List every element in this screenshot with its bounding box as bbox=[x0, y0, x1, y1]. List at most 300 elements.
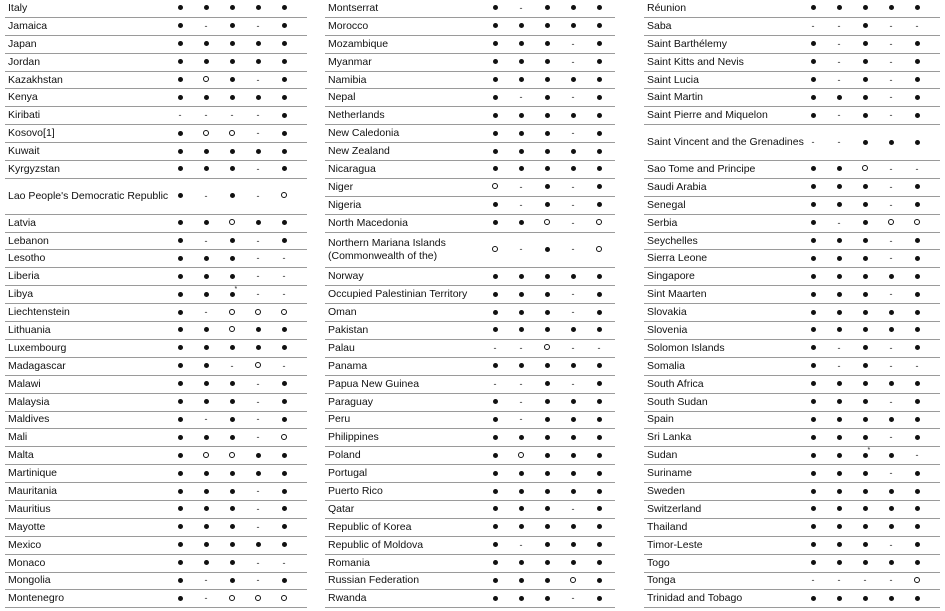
filled-dot-icon bbox=[482, 397, 508, 407]
table-row bbox=[325, 18, 615, 36]
dash-icon: - bbox=[204, 110, 208, 121]
filled-dot-icon bbox=[826, 540, 852, 550]
filled-dot-icon bbox=[219, 39, 245, 49]
filled-dot-icon bbox=[167, 361, 193, 371]
table-row bbox=[644, 125, 940, 161]
country-name: Thailand bbox=[647, 520, 688, 533]
filled-dot-icon bbox=[800, 594, 826, 604]
open-circle-icon bbox=[219, 218, 245, 228]
dash-icon: - bbox=[889, 360, 893, 371]
filled-dot-icon bbox=[219, 57, 245, 67]
dash-icon: - bbox=[837, 575, 841, 586]
table-row bbox=[325, 72, 615, 90]
filled-dot-icon bbox=[271, 522, 297, 532]
filled-dot-icon bbox=[586, 164, 612, 174]
table-row bbox=[5, 233, 307, 251]
filled-dot-icon bbox=[534, 245, 560, 255]
filled-dot-icon bbox=[508, 504, 534, 514]
filled-dot-icon bbox=[878, 594, 904, 604]
table-row bbox=[644, 36, 940, 54]
dash-icon: - bbox=[837, 38, 841, 49]
open-circle-icon bbox=[219, 325, 245, 335]
dash-icon: - bbox=[889, 253, 893, 264]
country-name: Namibia bbox=[328, 73, 367, 86]
filled-dot-icon bbox=[534, 3, 560, 13]
filled-dot-icon bbox=[534, 325, 560, 335]
filled-dot-icon bbox=[560, 361, 586, 371]
table-row bbox=[644, 161, 940, 179]
open-circle-icon bbox=[878, 218, 904, 228]
table-row bbox=[5, 215, 307, 233]
filled-dot-icon bbox=[586, 504, 612, 514]
filled-dot-icon bbox=[586, 75, 612, 85]
filled-dot-icon bbox=[904, 57, 930, 67]
dash-icon: - bbox=[204, 307, 208, 318]
filled-dot-icon bbox=[800, 93, 826, 103]
country-name: Malta bbox=[8, 449, 34, 462]
table-row bbox=[644, 250, 940, 268]
country-name: Saint Vincent and the Grenadines bbox=[647, 136, 804, 149]
country-name: Trinidad and Tobago bbox=[647, 592, 743, 605]
filled-dot-icon bbox=[167, 164, 193, 174]
table-row bbox=[5, 394, 307, 412]
filled-dot-icon bbox=[904, 469, 930, 479]
filled-dot-icon bbox=[271, 164, 297, 174]
filled-dot-icon bbox=[219, 522, 245, 532]
filled-dot-icon bbox=[904, 325, 930, 335]
filled-dot-icon bbox=[800, 433, 826, 443]
table-row bbox=[325, 54, 615, 72]
filled-dot-icon bbox=[193, 504, 219, 514]
table-row bbox=[5, 125, 307, 143]
filled-dot-icon bbox=[904, 522, 930, 532]
filled-dot-icon bbox=[482, 433, 508, 443]
table-row bbox=[644, 501, 940, 519]
table-row bbox=[644, 179, 940, 197]
filled-dot-icon bbox=[482, 75, 508, 85]
country-name: Republic of Korea bbox=[328, 520, 412, 533]
filled-dot-icon bbox=[219, 75, 245, 85]
filled-dot-icon bbox=[534, 21, 560, 31]
filled-dot-icon bbox=[826, 236, 852, 246]
filled-dot-icon bbox=[534, 75, 560, 85]
country-name: Sweden bbox=[647, 485, 685, 497]
filled-dot-icon bbox=[800, 200, 826, 210]
table-row bbox=[5, 36, 307, 54]
table-row bbox=[644, 268, 940, 286]
filled-dot-icon bbox=[904, 433, 930, 443]
filled-dot-icon bbox=[219, 487, 245, 497]
country-name: Malawi bbox=[8, 377, 41, 390]
country-name: Poland bbox=[328, 449, 361, 462]
filled-dot-icon bbox=[560, 558, 586, 568]
filled-dot-icon bbox=[852, 446, 878, 461]
filled-dot-icon bbox=[219, 254, 245, 264]
table-row bbox=[644, 89, 940, 107]
filled-dot-icon bbox=[800, 397, 826, 407]
filled-dot-icon bbox=[219, 415, 245, 425]
filled-dot-icon bbox=[167, 576, 193, 586]
country-name: Maldives bbox=[8, 413, 50, 426]
table-row bbox=[5, 268, 307, 286]
dash-icon: - bbox=[256, 486, 260, 496]
filled-dot-icon bbox=[508, 272, 534, 282]
filled-dot-icon bbox=[800, 469, 826, 479]
filled-dot-icon bbox=[878, 487, 904, 497]
country-name: Sint Maarten bbox=[647, 288, 707, 301]
filled-dot-icon bbox=[826, 272, 852, 282]
filled-dot-icon bbox=[826, 164, 852, 174]
dash-icon: - bbox=[889, 235, 893, 246]
filled-dot-icon bbox=[904, 3, 930, 13]
filled-dot-icon bbox=[586, 558, 612, 568]
filled-dot-icon bbox=[560, 164, 586, 174]
country-name: Qatar bbox=[328, 502, 355, 515]
filled-dot-icon bbox=[167, 93, 193, 103]
dash-icon: - bbox=[571, 307, 575, 318]
table-row bbox=[325, 322, 615, 340]
country-name: Jordan bbox=[8, 55, 41, 68]
dash-icon: - bbox=[571, 128, 575, 139]
filled-dot-icon bbox=[800, 379, 826, 389]
filled-dot-icon bbox=[167, 504, 193, 514]
filled-dot-icon bbox=[482, 451, 508, 461]
filled-dot-icon bbox=[167, 451, 193, 461]
filled-dot-icon bbox=[826, 93, 852, 103]
filled-dot-icon bbox=[482, 164, 508, 174]
filled-dot-icon bbox=[534, 272, 560, 282]
dash-icon: - bbox=[519, 539, 523, 550]
filled-dot-icon bbox=[586, 397, 612, 407]
filled-dot-icon bbox=[800, 487, 826, 497]
filled-dot-icon bbox=[167, 522, 193, 532]
filled-dot-icon bbox=[508, 39, 534, 49]
table-row bbox=[5, 358, 307, 376]
filled-dot-icon bbox=[271, 75, 297, 85]
filled-dot-icon bbox=[534, 39, 560, 49]
country-name: Norway bbox=[328, 270, 364, 283]
table-row bbox=[644, 286, 940, 304]
dash-icon: - bbox=[889, 20, 893, 31]
dash-icon: - bbox=[811, 137, 815, 148]
table-row bbox=[325, 286, 615, 304]
country-name: Lao People's Democratic Republic bbox=[8, 189, 169, 202]
filled-dot-icon bbox=[193, 218, 219, 228]
table-row bbox=[644, 107, 940, 125]
table-row bbox=[5, 179, 307, 215]
filled-dot-icon bbox=[271, 343, 297, 353]
filled-dot-icon bbox=[271, 325, 297, 335]
filled-dot-icon bbox=[219, 540, 245, 550]
filled-dot-icon bbox=[586, 39, 612, 49]
filled-dot-icon bbox=[904, 111, 930, 121]
dash-icon: - bbox=[519, 2, 523, 13]
filled-dot-icon bbox=[852, 200, 878, 210]
filled-dot-icon bbox=[800, 540, 826, 550]
table-row bbox=[5, 555, 307, 573]
filled-dot-icon bbox=[271, 504, 297, 514]
filled-dot-icon bbox=[904, 594, 930, 604]
filled-dot-icon bbox=[534, 200, 560, 210]
filled-dot-icon bbox=[800, 254, 826, 264]
filled-dot-icon bbox=[167, 343, 193, 353]
country-name: Togo bbox=[647, 556, 670, 569]
filled-dot-icon bbox=[560, 325, 586, 335]
dash-icon: - bbox=[889, 181, 893, 192]
country-name: Kuwait bbox=[8, 145, 40, 158]
country-name: Panama bbox=[328, 359, 368, 372]
open-circle-icon bbox=[271, 308, 297, 318]
filled-dot-icon bbox=[167, 191, 193, 201]
filled-dot-icon bbox=[878, 558, 904, 568]
table-row bbox=[325, 412, 615, 430]
filled-dot-icon bbox=[560, 522, 586, 532]
filled-dot-icon bbox=[167, 325, 193, 335]
filled-dot-icon bbox=[904, 415, 930, 425]
dash-icon: - bbox=[571, 244, 575, 255]
country-name: Luxembourg bbox=[8, 341, 67, 354]
filled-dot-icon bbox=[271, 3, 297, 13]
filled-dot-icon bbox=[852, 21, 878, 31]
filled-dot-icon bbox=[508, 576, 534, 586]
dash-icon: - bbox=[889, 468, 893, 479]
filled-dot-icon bbox=[534, 164, 560, 174]
dash-icon: - bbox=[837, 56, 841, 67]
country-name: Russian Federation bbox=[328, 574, 420, 587]
filled-dot-icon bbox=[586, 469, 612, 479]
filled-dot-icon bbox=[560, 75, 586, 85]
filled-dot-icon bbox=[826, 200, 852, 210]
filled-dot-icon bbox=[482, 39, 508, 49]
dash-icon: - bbox=[256, 20, 260, 31]
filled-dot-icon bbox=[271, 487, 297, 497]
filled-dot-icon bbox=[534, 469, 560, 479]
dash-icon: - bbox=[837, 74, 841, 85]
table-row bbox=[644, 54, 940, 72]
table-row bbox=[325, 519, 615, 537]
dash-icon: - bbox=[519, 244, 523, 255]
filled-dot-icon bbox=[271, 57, 297, 67]
country-name: North Macedonia bbox=[328, 216, 408, 229]
table-row bbox=[644, 429, 940, 447]
table-row bbox=[325, 179, 615, 197]
filled-dot-icon bbox=[852, 522, 878, 532]
table-row bbox=[5, 72, 307, 90]
filled-dot-icon bbox=[586, 487, 612, 497]
open-circle-icon bbox=[586, 218, 612, 228]
filled-dot-icon bbox=[586, 576, 612, 586]
table-row bbox=[644, 358, 940, 376]
filled-dot-icon bbox=[482, 594, 508, 604]
filled-dot-icon bbox=[508, 308, 534, 318]
country-name: Saba bbox=[647, 19, 672, 32]
filled-dot-icon bbox=[482, 21, 508, 31]
filled-dot-icon bbox=[271, 21, 297, 31]
dash-icon: - bbox=[811, 20, 815, 31]
table-row bbox=[5, 590, 307, 608]
filled-dot-icon bbox=[482, 218, 508, 228]
country-name: Somalia bbox=[647, 359, 685, 372]
filled-dot-icon bbox=[245, 451, 271, 461]
filled-dot-icon bbox=[852, 218, 878, 228]
filled-dot-icon bbox=[271, 451, 297, 461]
filled-dot-icon bbox=[219, 576, 245, 586]
country-name: Sri Lanka bbox=[647, 431, 692, 444]
country-name: Kyrgyzstan bbox=[8, 162, 60, 175]
filled-dot-icon bbox=[245, 93, 271, 103]
filled-dot-icon bbox=[219, 343, 245, 353]
filled-dot-icon bbox=[167, 433, 193, 443]
filled-dot-icon bbox=[560, 469, 586, 479]
table-row bbox=[325, 376, 615, 394]
country-name: Martinique bbox=[8, 467, 58, 480]
filled-dot-icon bbox=[878, 379, 904, 389]
filled-dot-icon bbox=[482, 415, 508, 425]
filled-dot-icon bbox=[560, 487, 586, 497]
filled-dot-icon bbox=[852, 75, 878, 85]
filled-dot-icon bbox=[482, 558, 508, 568]
filled-dot-icon bbox=[800, 361, 826, 371]
country-name: Kazakhstan bbox=[8, 73, 63, 86]
filled-dot-icon bbox=[800, 182, 826, 192]
filled-dot-icon bbox=[271, 540, 297, 550]
filled-dot-icon bbox=[271, 469, 297, 479]
country-name: Lebanon bbox=[8, 234, 49, 247]
filled-dot-icon bbox=[852, 343, 878, 353]
filled-dot-icon bbox=[560, 397, 586, 407]
filled-dot-icon bbox=[586, 451, 612, 461]
filled-dot-icon bbox=[852, 57, 878, 67]
filled-dot-icon bbox=[826, 308, 852, 318]
table-row bbox=[325, 197, 615, 215]
dash-icon: - bbox=[889, 289, 893, 300]
country-name: Oman bbox=[328, 306, 357, 319]
filled-dot-icon bbox=[800, 522, 826, 532]
table-row bbox=[325, 89, 615, 107]
filled-dot-icon bbox=[826, 415, 852, 425]
table-row bbox=[644, 18, 940, 36]
dash-icon: - bbox=[204, 20, 208, 31]
filled-dot-icon bbox=[904, 487, 930, 497]
filled-dot-icon bbox=[826, 379, 852, 389]
filled-dot-icon bbox=[219, 397, 245, 407]
filled-dot-icon bbox=[800, 558, 826, 568]
dash-icon: - bbox=[889, 199, 893, 210]
filled-dot-icon bbox=[534, 290, 560, 300]
dash-icon: - bbox=[889, 163, 893, 174]
country-name: Slovenia bbox=[647, 323, 688, 336]
country-column-3 bbox=[644, 0, 940, 608]
dash-icon: - bbox=[571, 56, 575, 67]
table-row bbox=[644, 412, 940, 430]
filled-dot-icon bbox=[560, 111, 586, 121]
filled-dot-icon bbox=[826, 182, 852, 192]
filled-dot-icon bbox=[852, 93, 878, 103]
filled-dot-icon bbox=[271, 397, 297, 407]
dash-icon: - bbox=[889, 74, 893, 85]
table-row bbox=[644, 573, 940, 591]
filled-dot-icon bbox=[852, 138, 878, 148]
filled-dot-icon bbox=[482, 93, 508, 103]
dash-icon: - bbox=[889, 38, 893, 49]
country-name: Malaysia bbox=[8, 395, 50, 408]
table-row bbox=[5, 537, 307, 555]
filled-dot-icon bbox=[534, 308, 560, 318]
filled-dot-icon bbox=[167, 308, 193, 318]
table-row bbox=[644, 590, 940, 608]
dash-icon: - bbox=[571, 342, 575, 353]
table-row bbox=[325, 161, 615, 179]
table-row bbox=[325, 233, 615, 269]
dash-icon: - bbox=[256, 378, 260, 389]
filled-dot-icon bbox=[852, 290, 878, 300]
filled-dot-icon bbox=[271, 218, 297, 228]
filled-dot-icon bbox=[508, 164, 534, 174]
filled-dot-icon bbox=[560, 272, 586, 282]
dash-icon: - bbox=[519, 342, 523, 353]
filled-dot-icon bbox=[482, 3, 508, 13]
table-row bbox=[325, 501, 615, 519]
table-row bbox=[325, 143, 615, 161]
dash-icon: - bbox=[571, 38, 575, 49]
filled-dot-icon bbox=[193, 93, 219, 103]
dash-icon: - bbox=[837, 217, 841, 228]
table-row bbox=[325, 268, 615, 286]
country-name: Spain bbox=[647, 413, 674, 426]
country-name: Seychelles bbox=[647, 234, 698, 247]
filled-dot-icon bbox=[560, 451, 586, 461]
filled-dot-icon bbox=[167, 397, 193, 407]
filled-dot-icon bbox=[534, 57, 560, 67]
filled-dot-icon bbox=[904, 397, 930, 407]
filled-dot-icon bbox=[904, 182, 930, 192]
filled-dot-icon bbox=[482, 200, 508, 210]
filled-dot-icon bbox=[219, 191, 245, 201]
country-name: Republic of Moldova bbox=[328, 538, 424, 551]
table-row bbox=[5, 161, 307, 179]
filled-dot-icon bbox=[800, 343, 826, 353]
dash-icon: - bbox=[256, 521, 260, 532]
country-name: Monaco bbox=[8, 556, 46, 569]
country-name: South Africa bbox=[647, 377, 704, 390]
filled-dot-icon bbox=[800, 164, 826, 174]
table-row bbox=[644, 233, 940, 251]
filled-dot-icon bbox=[534, 111, 560, 121]
table-row bbox=[644, 376, 940, 394]
filled-dot-icon bbox=[508, 487, 534, 497]
filled-dot-icon bbox=[482, 111, 508, 121]
open-circle-icon bbox=[534, 343, 560, 353]
filled-dot-icon bbox=[193, 272, 219, 282]
filled-dot-icon bbox=[826, 469, 852, 479]
dash-icon: - bbox=[204, 235, 208, 246]
table-row bbox=[325, 304, 615, 322]
dash-icon: - bbox=[571, 593, 575, 604]
open-circle-icon bbox=[219, 129, 245, 139]
filled-dot-icon bbox=[534, 522, 560, 532]
table-row bbox=[5, 483, 307, 501]
dash-icon: - bbox=[837, 110, 841, 121]
country-name: New Zealand bbox=[328, 145, 390, 158]
filled-dot-icon bbox=[482, 361, 508, 371]
open-circle-icon bbox=[219, 451, 245, 461]
dash-icon: - bbox=[493, 342, 497, 353]
filled-dot-icon bbox=[534, 451, 560, 461]
country-name: Switzerland bbox=[647, 502, 702, 515]
filled-dot-icon bbox=[193, 433, 219, 443]
dash-icon: - bbox=[256, 163, 260, 174]
table-row bbox=[325, 573, 615, 591]
